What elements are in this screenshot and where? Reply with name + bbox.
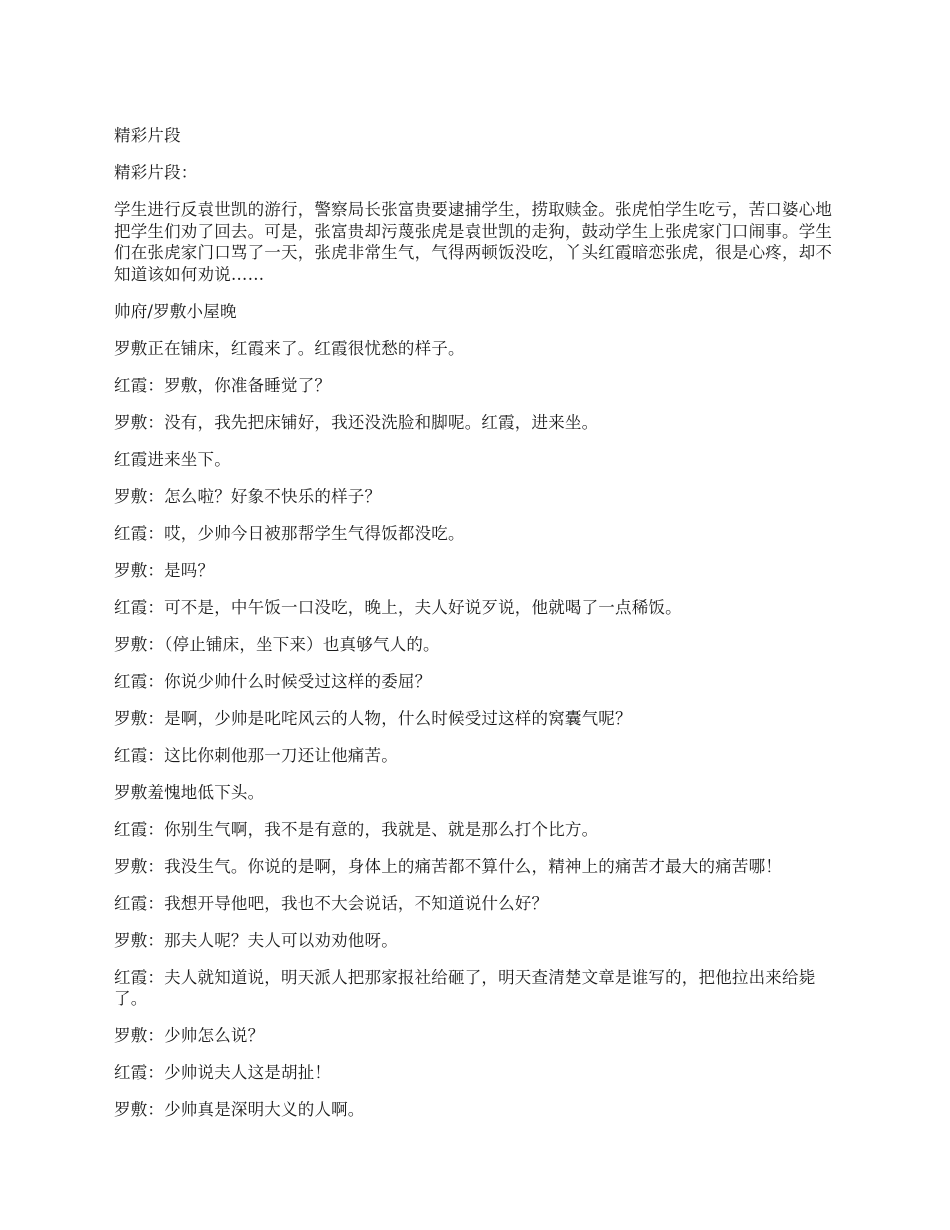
dialogue-line: 红霞：哎，少帅今日被那帮学生气得饭都没吃。	[114, 523, 465, 543]
dialogue-line: 红霞：你说少帅什么时候受过这样的委屈？	[114, 671, 432, 691]
section-subheading: 精彩片段：	[114, 163, 198, 182]
synopsis-paragraph: 学生进行反袁世凯的游行，警察局长张富贵要逮捕学生，捞取赎金。张虎怕学生吃亏，苦口婆心地把学生们劝了回去。可是，张富贵却污蔑张虎是袁世凯的走狗，鼓动学生上张虎家门口闹事。学生们在张虎家门口骂了一天，张虎非常生气，气得两顿饭没吃，丫头红霞暗恋张虎，很是心疼，却不知道该如何劝说……	[114, 200, 833, 284]
dialogue-line: 罗敷：是啊，少帅是叱咤风云的人物，什么时候受过这样的窝囊气呢？	[114, 708, 632, 728]
dialogue-line: 红霞：少帅说夫人这是胡扯！	[114, 1063, 332, 1082]
dialogue-line: 红霞：夫人就知道说，明天派人把那家报社给砸了，明天查清楚文章是谁写的，把他拉出来给毙了。	[114, 967, 816, 1008]
scene-heading: 帅府/罗敷小屋晚	[114, 301, 237, 321]
dialogue-line: 红霞：这比你刺他那一刀还让他痛苦。	[114, 745, 398, 765]
dialogue-line: 罗敷：少帅怎么说？	[114, 1026, 265, 1045]
stage-direction: 罗敷羞愧地低下头。	[114, 782, 265, 802]
dialogue-line: 罗敷：（停止铺床，坐下来）也真够气人的。	[114, 634, 440, 654]
dialogue-line: 罗敷：那夫人呢？夫人可以劝劝他呀。	[114, 930, 398, 950]
dialogue-line: 红霞：可不是，中午饭一口没吃，晚上，夫人好说歹说，他就喝了一点稀饭。	[114, 597, 682, 617]
document-page	[114, 125, 844, 1136]
dialogue-line: 罗敷：少帅真是深明大义的人啊。	[114, 1100, 365, 1119]
stage-direction: 罗敷正在铺床，红霞来了。红霞很忧愁的样子。	[114, 338, 465, 358]
dialogue-line: 红霞：罗敷，你准备睡觉了？	[114, 375, 332, 395]
stage-direction: 红霞进来坐下。	[114, 449, 231, 469]
dialogue-line: 罗敷：是吗？	[114, 560, 215, 580]
dialogue-line: 红霞：我想开导他吧，我也不大会说话，不知道说什么好？	[114, 893, 549, 913]
dialogue-line: 罗敷：我没生气。你说的是啊，身体上的痛苦都不算什么，精神上的痛苦才最大的痛苦哪！	[114, 856, 782, 876]
dialogue-line: 罗敷：没有，我先把床铺好，我还没洗脸和脚呢。红霞，进来坐。	[114, 412, 599, 432]
dialogue-line: 罗敷：怎么啦？好象不快乐的样子？	[114, 486, 382, 506]
section-heading: 精彩片段	[114, 126, 181, 145]
dialogue-line: 红霞：你别生气啊，我不是有意的，我就是、就是那么打个比方。	[114, 819, 599, 839]
